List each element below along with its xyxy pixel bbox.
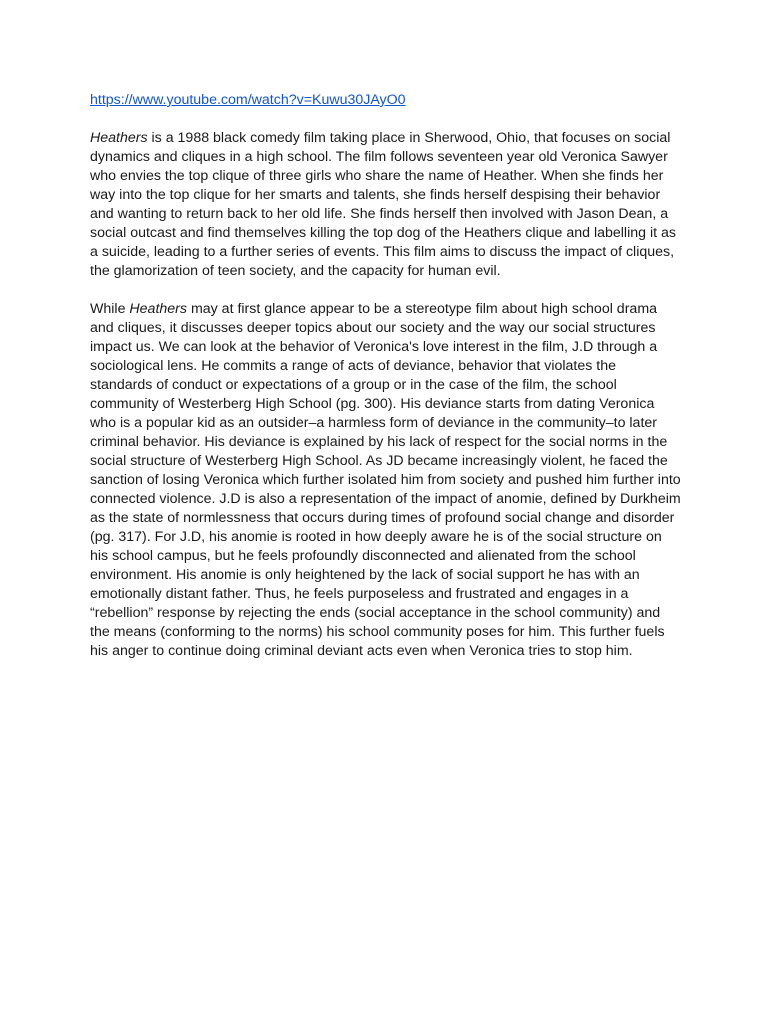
paragraph-intro xyxy=(90,129,682,281)
film-title-italic: Heathers xyxy=(90,130,148,146)
paragraph-analysis xyxy=(90,300,682,661)
paragraph-analysis-lead: While xyxy=(90,301,130,317)
youtube-link[interactable]: https://www.youtube.com/watch?v=Kuwu30JAyO0 xyxy=(90,92,406,108)
paragraph-analysis-text: may at first glance appear to be a stereotype film about high school drama and cliques, it discusses deeper topics about our society and the way our social structures impact us. We can look at the behavior of Veronica's love interest in the film, J.D through a sociological lens. He commits a range of acts of deviance, behavior that violates the standards of conduct or expectations of a group or in the case of the film, the school community of Westerberg High School (pg. 300). His deviance starts from dating Veronica who is a popular kid as an outsider–a harmless form of deviance in the community–to later criminal behavior. His deviance is explained by his lack of respect for the social norms in the social structure of Westerberg High School. As JD became increasingly violent, he faced the sanction of losing Veronica which further isolated him from society and pushed him further into connected violence. J.D is also a representation of the impact of anomie, defined by Durkheim as the state of normlessness that occurs during times of profound social change and disorder (pg. 317). For J.D, his anomie is rooted in how deeply aware he is of the social structure on his school campus, but he feels profoundly disconnected and alienated from the school environment. His anomie is only heightened by the lack of social support he has with an emotionally distant father. Thus, he feels purposeless and frustrated and engages in a “rebellion” response by rejecting the ends (social acceptance in the school community) and the means (conforming to the norms) his school community poses for him. This further fuels his anger to continue doing criminal deviant acts even when Veronica tries to stop him. xyxy=(90,301,681,659)
paragraph-intro-text: is a 1988 black comedy film taking place in Sherwood, Ohio, that focuses on social dynamics and cliques in a high school. The film follows seventeen year old Veronica Sawyer who envies the top clique of three girls who share the name of Heather. When she finds her way into the top clique for her smarts and talents, she finds herself despising their behavior and wanting to return back to her old life. She finds herself then involved with Jason Dean, a social outcast and find themselves killing the top dog of the Heathers clique and labelling it as a suicide, leading to a further series of events. This film aims to discuss the impact of cliques, the glamorization of teen society, and the capacity for human evil. xyxy=(90,130,676,279)
document-body xyxy=(90,91,682,680)
film-title-italic: Heathers xyxy=(129,301,187,317)
